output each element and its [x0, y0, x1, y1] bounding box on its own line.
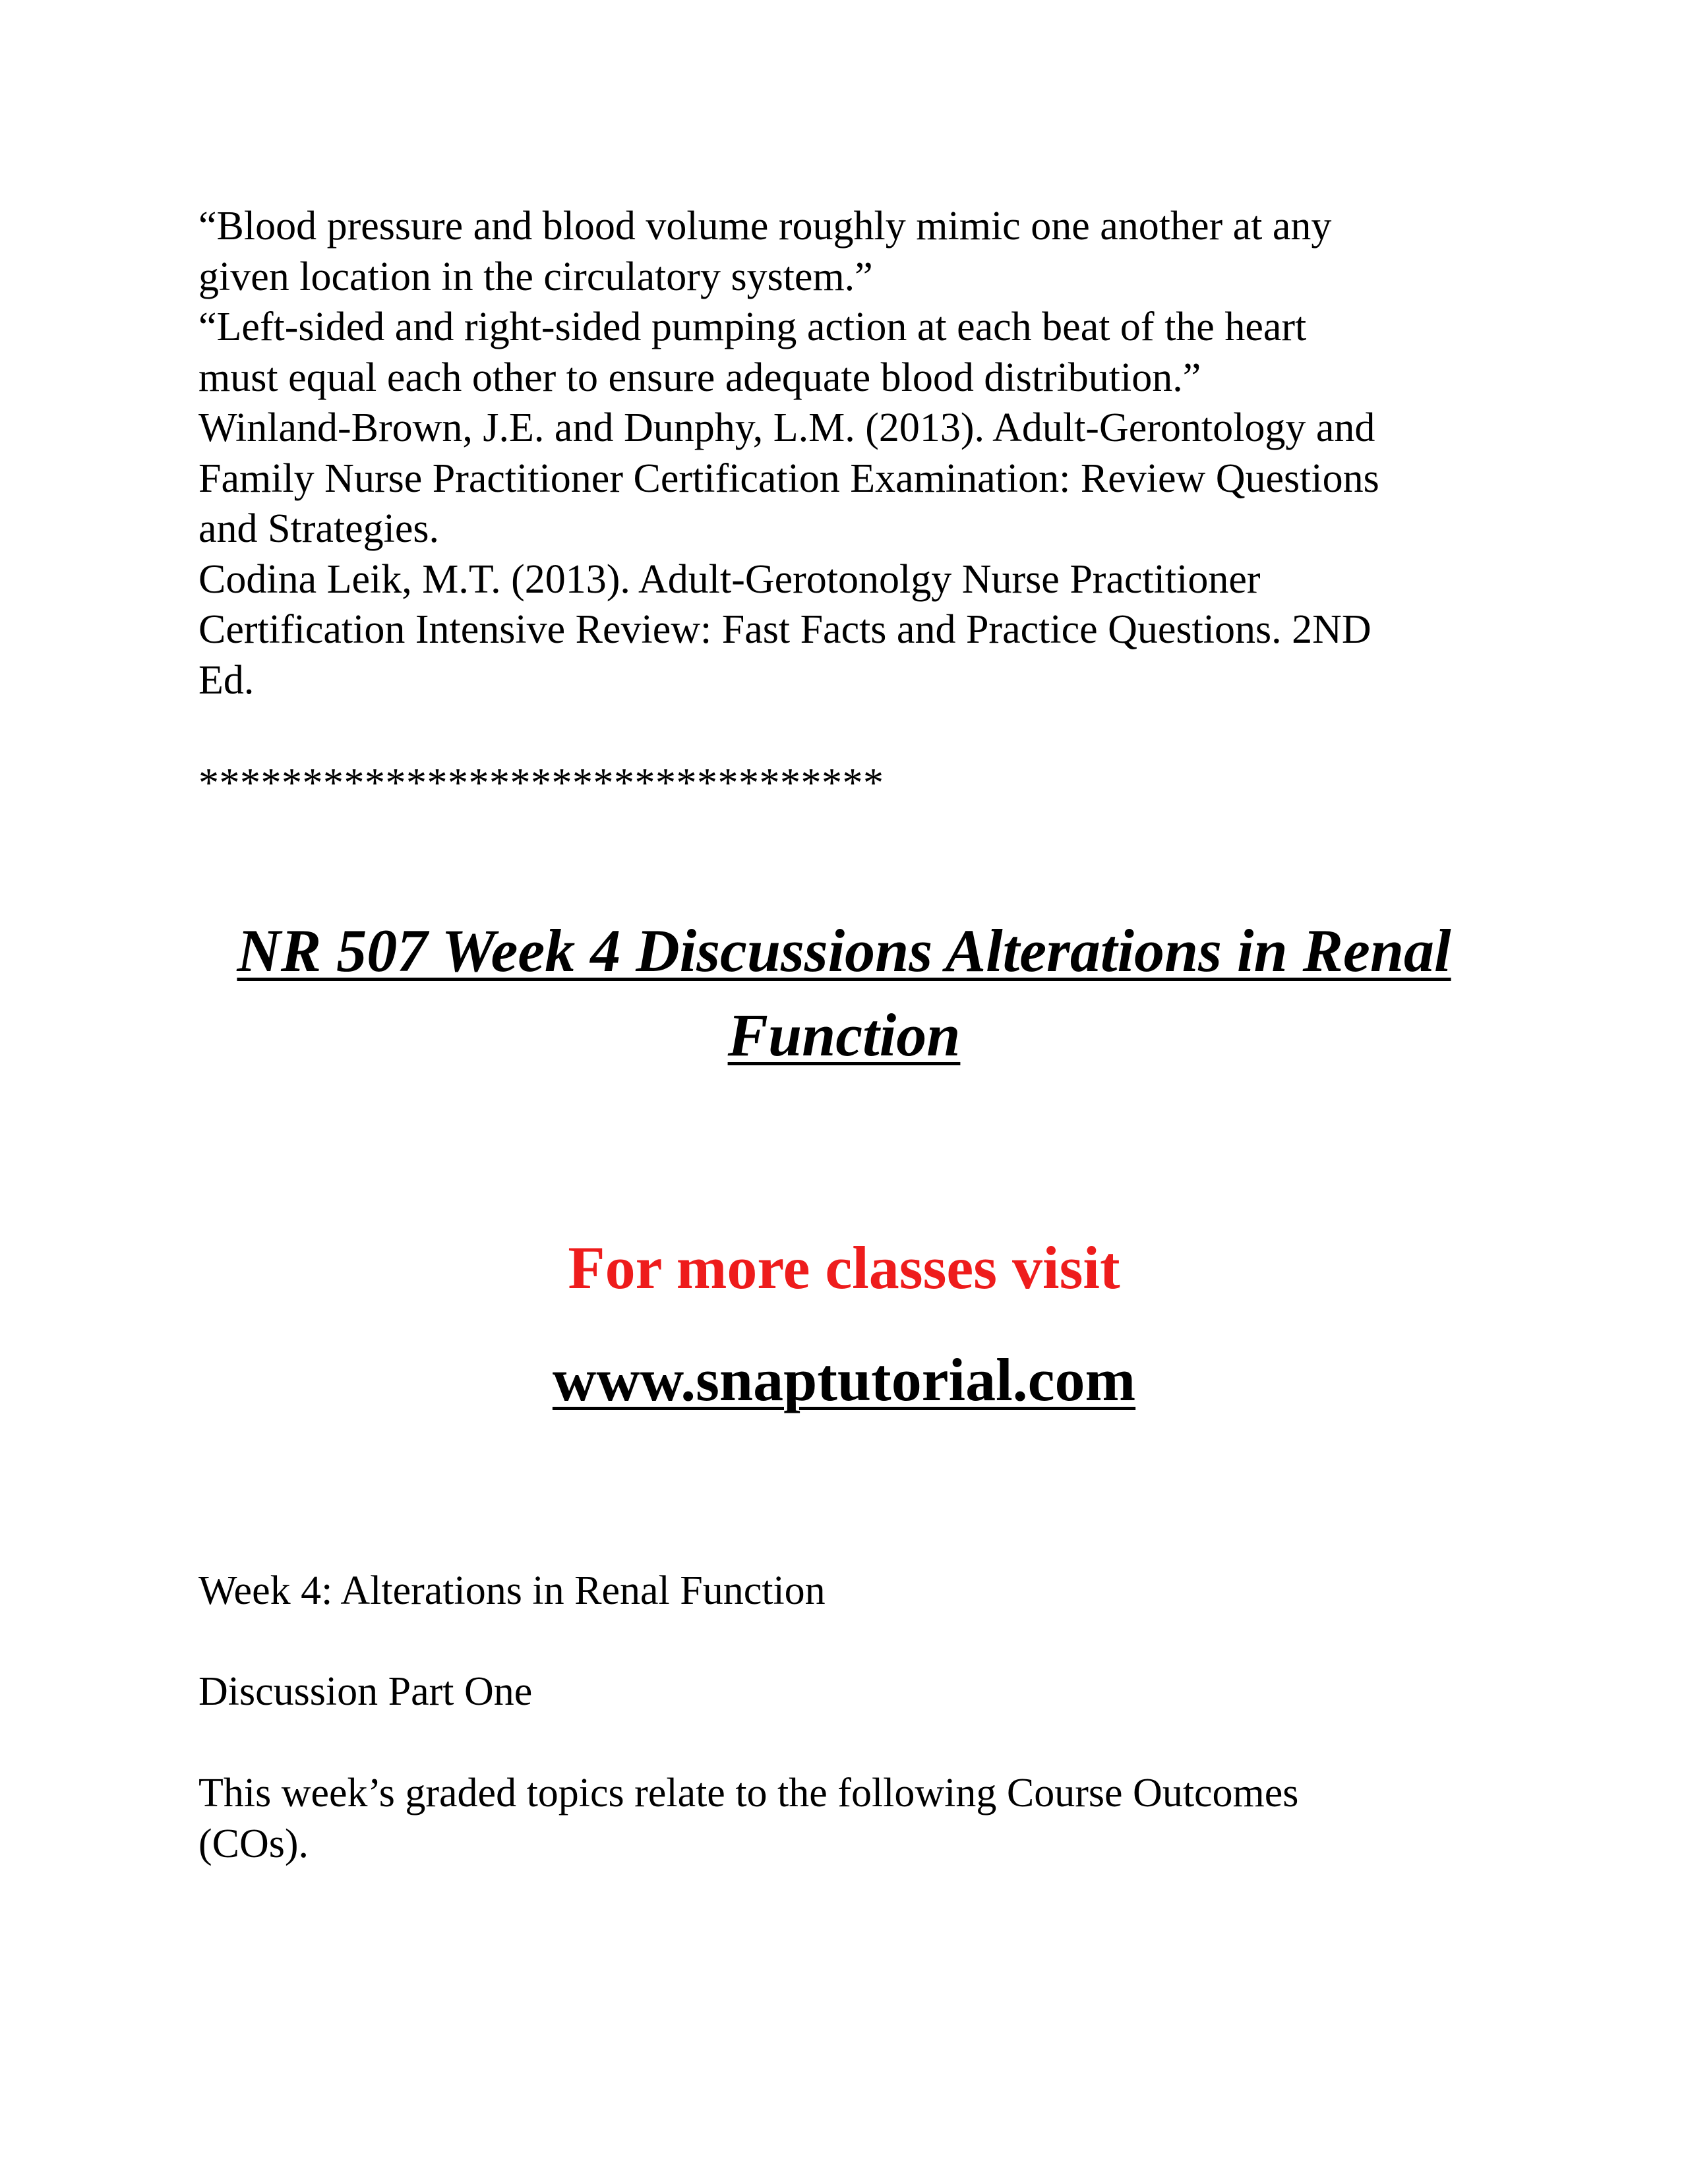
- quote-line: “Left-sided and right-sided pumping action at each beat of the heart: [198, 305, 1307, 349]
- reference-line: Codina Leik, M.T. (2013). Adult-Gerotonolgy Nurse Practitioner: [198, 556, 1261, 602]
- course-outcomes-paragraph: [198, 1768, 1517, 1869]
- separator-stars: *********************************: [198, 761, 884, 806]
- quote-line: given location in the circulatory system.”: [198, 254, 873, 299]
- quote-line: must equal each other to ensure adequate blood distribution.”: [198, 355, 1201, 400]
- page-title: NR 507 Week 4 Discussions Alterations in Renal: [237, 917, 1451, 984]
- paragraph-line: (COs).: [198, 1821, 309, 1866]
- quote-line: “Blood pressure and blood volume roughly mimic one another at any: [198, 204, 1332, 249]
- reference-line: Ed.: [198, 657, 255, 703]
- reference-line: Family Nurse Practitioner Certification Examination: Review Questions: [198, 456, 1379, 501]
- page-title-continued: Function: [727, 1001, 961, 1069]
- quotes-and-references: [198, 201, 1517, 705]
- reference-line: and Strategies.: [198, 506, 440, 551]
- reference-line: Certification Intensive Review: Fast Facts and Practice Questions. 2ND: [198, 607, 1372, 652]
- promo-text: For more classes visit: [568, 1234, 1120, 1301]
- week-title: Week 4: Alterations in Renal Function: [198, 1568, 826, 1613]
- paragraph-line: This week’s graded topics relate to the following Course Outcomes: [198, 1771, 1299, 1815]
- reference-line: Winland-Brown, J.E. and Dunphy, L.M. (2013). Adult-Gerontology and: [198, 405, 1375, 450]
- discussion-part-label: Discussion Part One: [198, 1669, 533, 1714]
- website-link[interactable]: www.snaptutorial.com: [552, 1346, 1136, 1413]
